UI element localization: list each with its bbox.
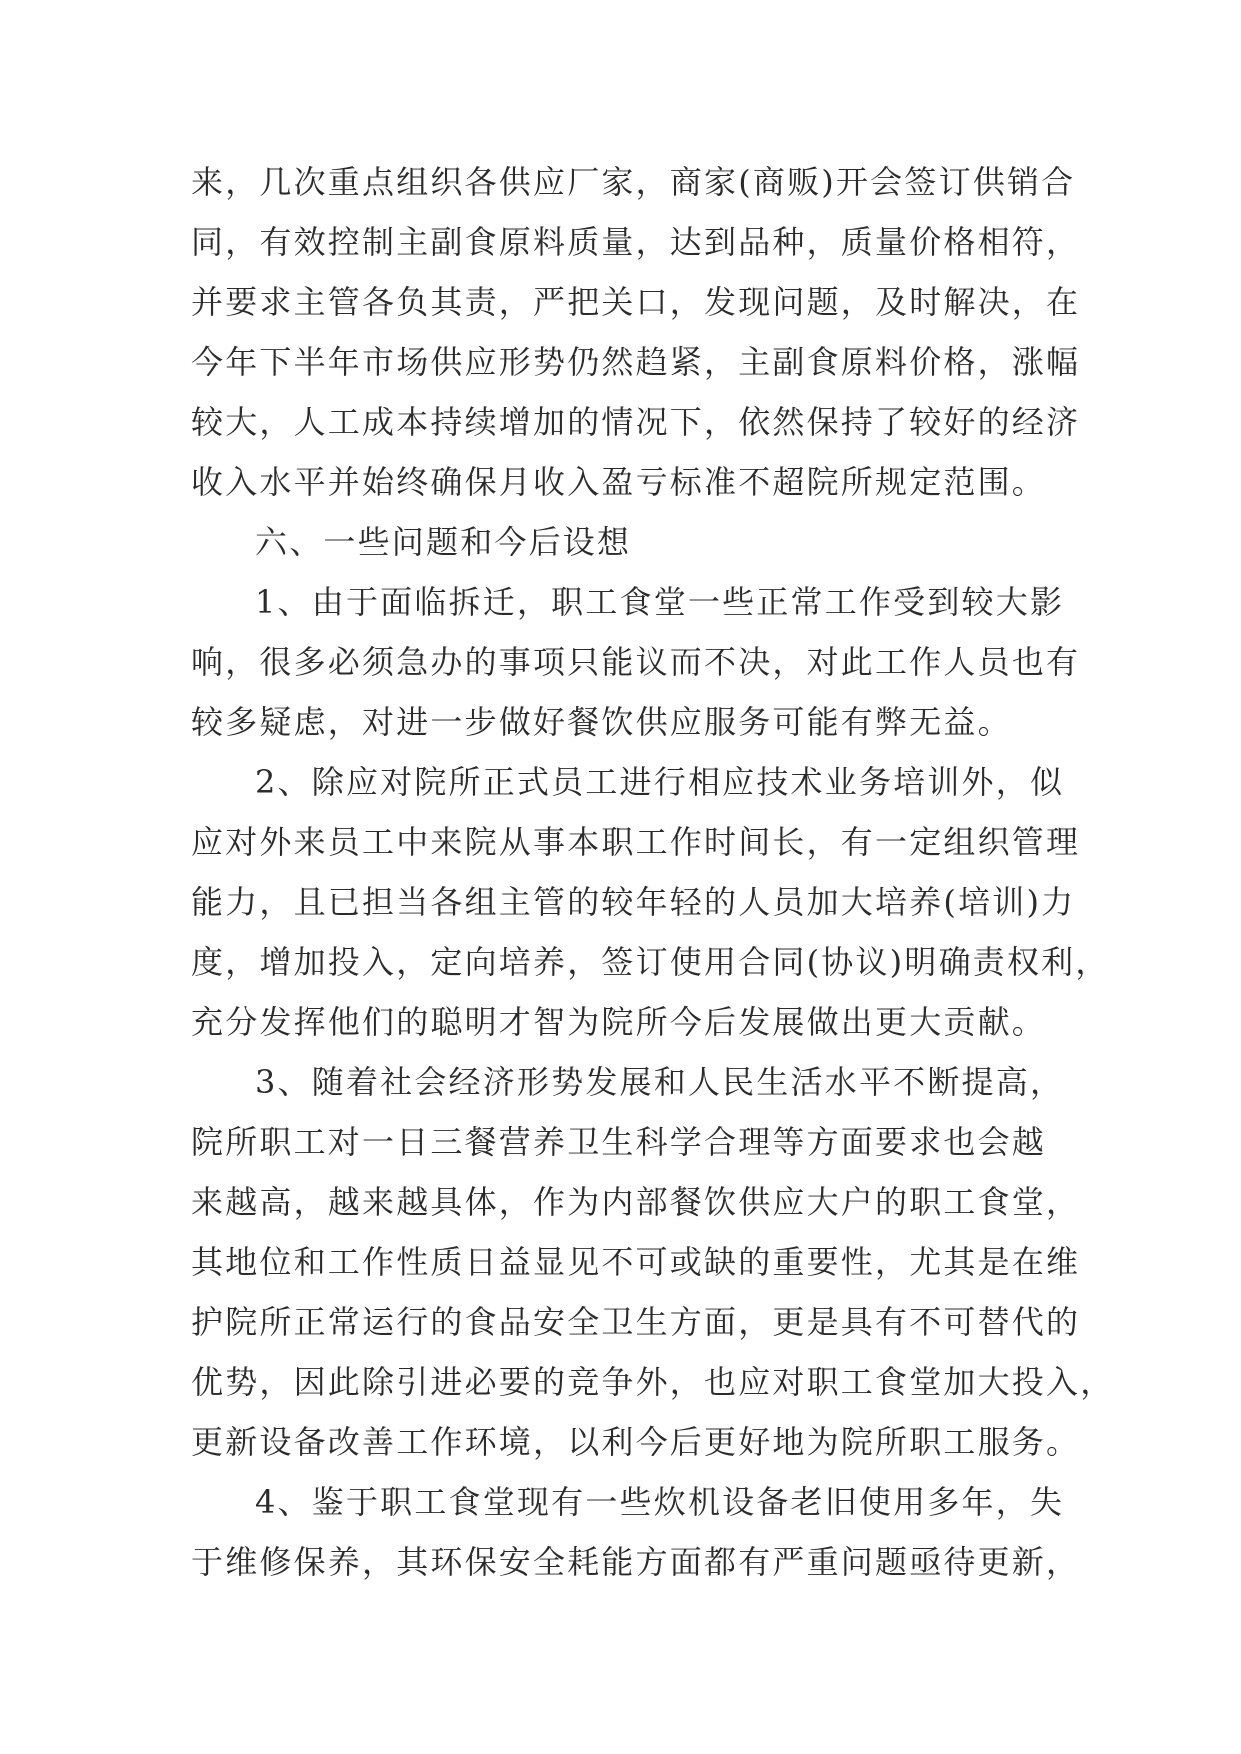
text-line: 能力，且已担当各组主管的较年轻的人员加大培养(培训)力 (191, 883, 1076, 921)
text-line: 其地位和工作性质日益显见不可或缺的重要性，尤其是在维 (191, 1243, 1081, 1281)
text-line: 3、随着社会经济形势发展和人民生活水平不断提高， (255, 1063, 1065, 1101)
text-line: 响，很多必须急办的事项只能议而不决，对此工作人员也有 (191, 643, 1081, 681)
text-line: 较多疑虑，对进一步做好餐饮供应服务可能有弊无益。 (191, 703, 1012, 741)
text-line: 4、鉴于职工食堂现有一些炊机设备老旧使用多年，失 (255, 1483, 1065, 1521)
section-heading: 六、一些问题和今后设想 (255, 523, 632, 561)
text-line: 来越高，越来越具体，作为内部餐饮供应大户的职工食堂， (191, 1183, 1081, 1221)
text-line: 度，增加投入，定向培养，签订使用合同(协议)明确责权利， (191, 943, 1110, 981)
text-line: 于维修保养，其环保安全耗能方面都有严重问题亟待更新， (191, 1543, 1081, 1581)
text-line: 应对外来员工中来院从事本职工作时间长，有一定组织管理 (191, 823, 1081, 861)
text-line: 优势，因此除引进必要的竞争外，也应对职工食堂加大投入， (191, 1363, 1115, 1401)
text-line: 更新设备改善工作环境，以利今后更好地为院所职工服务。 (191, 1423, 1081, 1461)
text-line: 来，几次重点组织各供应厂家，商家(商贩)开会签订供销合 (191, 163, 1076, 201)
text-line: 院所职工对一日三餐营养卫生科学合理等方面要求也会越 (191, 1123, 1047, 1161)
text-line: 同，有效控制主副食原料质量，达到品种，质量价格相符， (191, 223, 1081, 261)
text-line: 较大，人工成本持续增加的情况下，依然保持了较好的经济 (191, 403, 1081, 441)
text-line: 今年下半年市场供应形势仍然趋紧，主副食原料价格，涨幅 (191, 343, 1081, 381)
text-line: 收入水平并始终确保月收入盈亏标准不超院所规定范围。 (191, 463, 1047, 501)
text-line: 并要求主管各负其责，严把关口，发现问题，及时解决，在 (191, 283, 1081, 321)
text-line: 2、除应对院所正式员工进行相应技术业务培训外，似 (255, 763, 1065, 801)
document-body (191, 152, 1115, 1592)
text-line: 1、由于面临拆迁，职工食堂一些正常工作受到较大影 (255, 583, 1065, 621)
text-line: 护院所正常运行的食品安全卫生方面，更是具有不可替代的 (191, 1303, 1081, 1341)
text-line: 充分发挥他们的聪明才智为院所今后发展做出更大贡献。 (191, 1003, 1047, 1041)
